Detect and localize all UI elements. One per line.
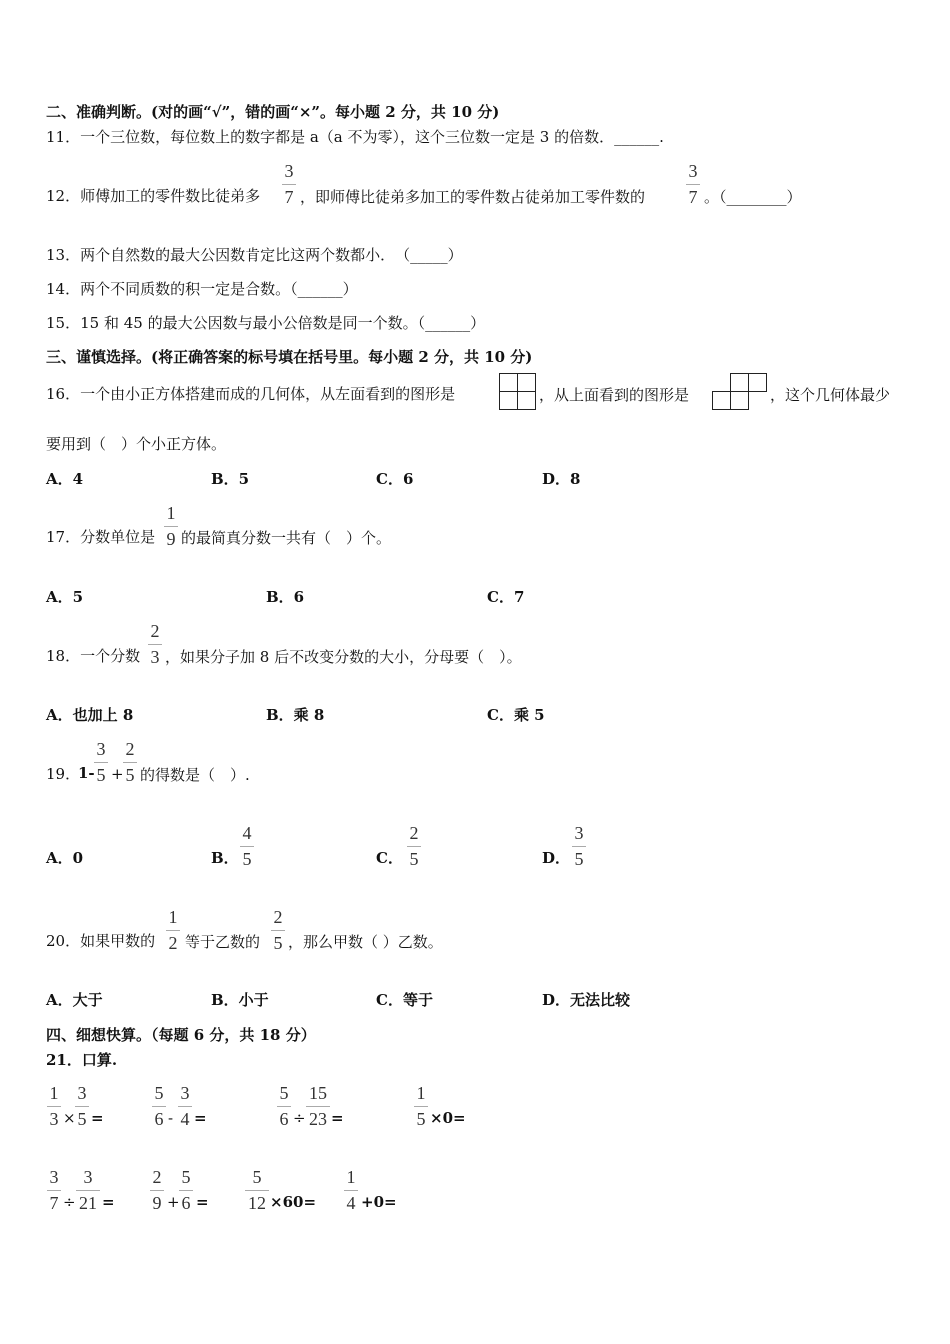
- fraction: 5 12: [245, 1168, 269, 1212]
- question-16-prefix: 16．一个由小正方体搭建而成的几何体，从左面看到的图形是: [46, 385, 456, 403]
- fraction: 3 4: [178, 1084, 192, 1128]
- fraction: 5 6: [152, 1084, 166, 1128]
- fraction: 2 9: [150, 1168, 164, 1212]
- fraction: 4 5: [240, 824, 254, 868]
- question-14: 14．两个不同质数的积一定是合数。（______）: [46, 280, 358, 298]
- question-20-suffix: ，那么甲数（ ）乙数。: [288, 933, 443, 951]
- operator: ÷: [293, 1109, 306, 1127]
- fraction: 3 7: [686, 162, 700, 206]
- expression-tail: =: [91, 1109, 104, 1127]
- question-12-middle: ，即师傅比徒弟多加工的零件数占徒弟加工零件数的: [300, 188, 646, 206]
- expression-tail: ×60=: [270, 1193, 317, 1211]
- fraction: 3 5: [572, 824, 586, 868]
- fraction: 3 7: [282, 162, 296, 206]
- question-11: 11．一个三位数，每位数上的数字都是 a（a 不为零），这个三位数一定是 3 的倍数．______.: [46, 128, 664, 146]
- operator: +: [167, 1193, 180, 1211]
- option-a: A．0: [46, 849, 84, 867]
- plus-sign: +: [111, 765, 124, 783]
- option-b: B．6: [266, 588, 305, 606]
- fraction: 3 5: [94, 740, 108, 784]
- operator: ÷: [63, 1193, 76, 1211]
- question-18-suffix: ，如果分子加 8 后不改变分数的大小，分母要（ ）。: [165, 648, 522, 666]
- section-3-heading: 三、谨慎选择。(将正确答案的标号填在括号里。每小题 2 分，共 10 分): [46, 348, 533, 366]
- fraction: 5 6: [179, 1168, 193, 1212]
- fraction: 1 2: [166, 908, 180, 952]
- option-d: D．8: [542, 470, 581, 488]
- question-16-middle: ，从上面看到的图形是: [539, 386, 690, 404]
- fraction: 1 4: [344, 1168, 358, 1212]
- option-c: C．: [376, 849, 403, 867]
- fraction: 3 21: [76, 1168, 100, 1212]
- fraction: 15 23: [306, 1084, 330, 1128]
- expression-tail: =: [194, 1109, 207, 1127]
- fraction: 1 3: [47, 1084, 61, 1128]
- fraction: 5 6: [277, 1084, 291, 1128]
- question-18-prefix: 18．一个分数: [46, 647, 141, 665]
- expression-tail: =: [102, 1193, 115, 1211]
- option-a: A．也加上 8: [46, 706, 134, 724]
- expression-tail: ×0=: [430, 1109, 466, 1127]
- section-2-heading: 二、准确判断。(对的画“√”，错的画“×”。每小题 2 分，共 10 分): [46, 103, 500, 121]
- question-17-prefix: 17．分数单位是: [46, 528, 156, 546]
- fraction: 2 5: [123, 740, 137, 784]
- fraction: 3 5: [75, 1084, 89, 1128]
- option-d: D．: [542, 849, 571, 867]
- fraction: 1 5: [414, 1084, 428, 1128]
- question-15: 15．15 和 45 的最大公因数与最小公倍数是同一个数。（______）: [46, 314, 486, 332]
- question-20-middle: 等于乙数的: [185, 933, 261, 951]
- question-19-lead: 1-: [78, 764, 95, 782]
- fraction: 1 9: [164, 504, 178, 548]
- section-4-heading: 四、细想快算。（每题 6 分，共 18 分）: [46, 1026, 316, 1044]
- operator: ×: [63, 1109, 76, 1127]
- expression-tail: =: [196, 1193, 209, 1211]
- question-20-prefix: 20．如果甲数的: [46, 932, 156, 950]
- question-12-suffix: 。（________）: [704, 188, 802, 206]
- fraction: 2 5: [271, 908, 285, 952]
- option-c: C．乘 5: [487, 706, 545, 724]
- option-c: C．等于: [376, 991, 433, 1009]
- question-19-number: 19．: [46, 765, 81, 783]
- question-16-line2: 要用到（ ）个小正方体。: [46, 435, 227, 453]
- question-12-prefix: 12．师傅加工的零件数比徒弟多: [46, 187, 261, 205]
- option-d: D．无法比较: [542, 991, 631, 1009]
- fraction: 2 5: [407, 824, 421, 868]
- option-a: A．大于: [46, 991, 103, 1009]
- question-17-suffix: 的最简真分数一共有（ ）个。: [181, 529, 392, 547]
- left-view-figure: [499, 373, 537, 411]
- option-b: B．: [211, 849, 239, 867]
- fraction: 3 7: [47, 1168, 61, 1212]
- question-21-title: 21．口算.: [46, 1051, 118, 1069]
- option-b: B．小于: [211, 991, 269, 1009]
- option-b: B．5: [211, 470, 250, 488]
- question-19-suffix: 的得数是（ ）.: [140, 766, 250, 784]
- question-13: 13．两个自然数的最大公因数肯定比这两个数都小． （_____）: [46, 246, 463, 264]
- option-a: A．4: [46, 470, 84, 488]
- option-c: C．6: [376, 470, 414, 488]
- option-a: A．5: [46, 588, 84, 606]
- expression-tail: +0=: [361, 1193, 397, 1211]
- option-b: B．乘 8: [266, 706, 325, 724]
- question-16-suffix: ，这个几何体最少: [770, 386, 891, 404]
- top-view-figure: [712, 373, 768, 411]
- option-c: C．7: [487, 588, 525, 606]
- operator: -: [168, 1109, 174, 1127]
- expression-tail: =: [331, 1109, 344, 1127]
- fraction: 2 3: [148, 622, 162, 666]
